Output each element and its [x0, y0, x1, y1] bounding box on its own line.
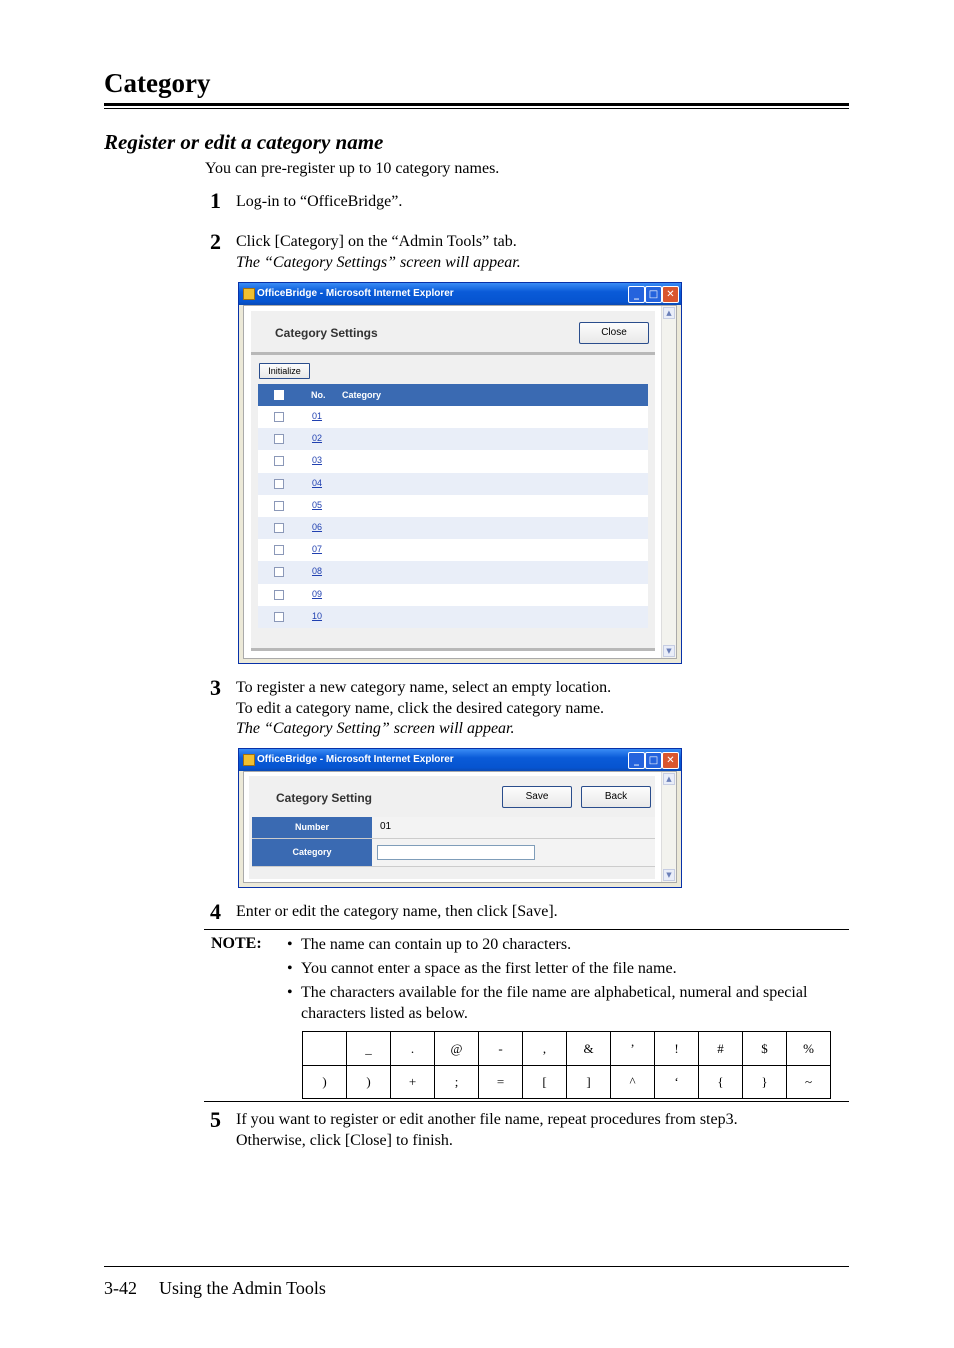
char-cell: .	[391, 1032, 435, 1066]
scroll-up-icon[interactable]: ▲	[663, 307, 675, 319]
row-checkbox[interactable]	[274, 412, 284, 422]
note-label: NOTE:	[211, 935, 262, 952]
footer-rule	[104, 1266, 849, 1267]
table-row	[258, 473, 648, 495]
settings-panel	[251, 311, 655, 651]
close-icon[interactable]: ✕	[662, 286, 679, 303]
char-cell: ’	[611, 1032, 655, 1066]
table-row	[258, 428, 648, 450]
note-bullet: • You cannot enter a space as the first letter of the file name.	[287, 959, 832, 980]
page-number: 3-42	[104, 1278, 137, 1298]
step-3-line: To register a new category name, select an empty location.	[236, 679, 612, 696]
table-row	[258, 406, 648, 428]
category-number-link[interactable]: 02	[312, 433, 323, 444]
step-2-line: Click [Category] on the “Admin Tools” tab.	[236, 233, 517, 250]
scroll-down-icon[interactable]: ▼	[663, 645, 675, 657]
category-row	[252, 839, 655, 867]
window-titlebar	[239, 283, 681, 305]
step-5-line: If you want to register or edit another file name, repeat procedures from step3.	[236, 1111, 738, 1128]
scroll-up-icon[interactable]: ▲	[663, 773, 675, 785]
char-cell: [	[523, 1066, 567, 1099]
minimize-icon[interactable]: _	[628, 286, 645, 303]
char-cell: {	[699, 1066, 743, 1099]
step-3-result: The “Category Setting” screen will appear.	[236, 720, 515, 737]
char-cell: )	[347, 1066, 391, 1099]
step-3-line: To edit a category name, click the desired category name.	[236, 699, 605, 717]
number-label: Number	[252, 817, 372, 838]
char-cell: }	[743, 1066, 787, 1099]
char-cell: )	[303, 1066, 347, 1099]
category-number-link[interactable]: 01	[312, 411, 323, 421]
row-checkbox[interactable]	[274, 567, 284, 577]
col-no-header: No.	[311, 390, 326, 400]
row-checkbox[interactable]	[274, 612, 284, 622]
number-row	[252, 817, 655, 839]
intro-text: You can pre-register up to 10 category names.	[205, 160, 500, 177]
row-checkbox[interactable]	[274, 545, 284, 555]
char-cell: =	[479, 1066, 523, 1099]
heading-rule	[104, 103, 849, 106]
note-bullet-text: The characters available for the file name are alphabetical, numeral and special characters listed as below.	[301, 984, 808, 1022]
note-bullet-text: You cannot enter a space as the first letter of the file name.	[301, 960, 677, 977]
step-number-5: 5	[210, 1107, 221, 1132]
category-number-link[interactable]: 10	[312, 610, 323, 621]
note-bottom-rule	[204, 1101, 849, 1102]
category-number-link[interactable]: 06	[312, 521, 323, 532]
table-row	[258, 450, 648, 472]
char-cell: ;	[435, 1066, 479, 1099]
chars-row-2	[303, 1066, 831, 1099]
step-2-text	[236, 232, 521, 273]
category-setting-window	[238, 748, 682, 888]
category-number-link[interactable]: 03	[312, 455, 323, 466]
browser-content	[243, 771, 677, 883]
category-table	[258, 384, 648, 628]
panel-bottom-rule	[251, 648, 655, 651]
char-cell: !	[655, 1032, 699, 1066]
window-title: OfficeBridge - Microsoft Internet Explorer	[257, 754, 454, 765]
category-number-link[interactable]: 07	[312, 544, 323, 555]
step-5-line: Otherwise, click [Close] to finish.	[236, 1131, 453, 1149]
step-5-text	[236, 1110, 738, 1151]
ie-icon	[243, 754, 255, 766]
maximize-icon[interactable]: □	[645, 752, 662, 769]
category-number-link[interactable]: 09	[312, 588, 323, 599]
minimize-icon[interactable]: _	[628, 752, 645, 769]
col-category-header: Category	[342, 390, 382, 400]
subsection-title: Register or edit a category name	[104, 130, 384, 154]
char-cell: -	[479, 1032, 523, 1066]
heading-rule-thin	[104, 108, 849, 109]
scroll-down-icon[interactable]: ▼	[663, 869, 675, 881]
table-row	[258, 539, 648, 561]
row-checkbox[interactable]	[274, 434, 284, 444]
panel-divider	[251, 352, 655, 355]
browser-content	[243, 305, 677, 659]
step-1-text	[236, 192, 402, 213]
step-number-4: 4	[210, 899, 221, 924]
char-cell: ~	[787, 1066, 831, 1099]
char-cell: ^	[611, 1066, 655, 1099]
vertical-scrollbar[interactable]	[661, 306, 676, 658]
special-characters-table	[302, 1031, 831, 1099]
number-value: 01	[380, 821, 392, 832]
step-4-line: Enter or edit the category name, then click [Save].	[236, 903, 558, 920]
maximize-icon[interactable]: □	[645, 286, 662, 303]
setting-panel	[249, 776, 655, 879]
char-cell: ‘	[655, 1066, 699, 1099]
category-number-link[interactable]: 05	[312, 499, 323, 510]
table-row	[258, 606, 648, 628]
page-footer	[104, 1278, 326, 1299]
note-bullet: • The name can contain up to 20 characters.	[287, 935, 832, 956]
footer-section: Using the Admin Tools	[159, 1278, 326, 1298]
panel-title: Category Settings	[275, 326, 378, 340]
char-cell: &	[567, 1032, 611, 1066]
row-checkbox[interactable]	[274, 523, 284, 533]
char-cell: _	[347, 1032, 391, 1066]
row-checkbox[interactable]	[274, 590, 284, 600]
note-bullet: • The characters available for the file name are alphabetical, numeral and special characters listed as below.	[287, 983, 832, 1024]
table-row	[258, 561, 648, 583]
step-number-1: 1	[210, 188, 221, 213]
table-row	[258, 495, 648, 517]
step-1-line: Log-in to “OfficeBridge”.	[236, 193, 403, 210]
char-cell: @	[435, 1032, 479, 1066]
step-4-text	[236, 902, 558, 923]
char-cell: ]	[567, 1066, 611, 1099]
table-row	[258, 517, 648, 539]
row-checkbox[interactable]	[274, 456, 284, 466]
category-settings-window	[238, 282, 682, 664]
char-cell: ,	[523, 1032, 567, 1066]
table-header	[258, 384, 648, 406]
category-number-link[interactable]: 04	[312, 477, 323, 488]
char-cell	[303, 1032, 347, 1066]
category-name-input[interactable]	[377, 845, 535, 860]
close-icon[interactable]: ✕	[662, 752, 679, 769]
category-number-link[interactable]: 08	[312, 566, 323, 577]
select-all-checkbox[interactable]	[274, 390, 284, 400]
note-bullet-text: The name can contain up to 20 characters.	[301, 936, 572, 953]
panel-title: Category Setting	[276, 791, 373, 805]
vertical-scrollbar[interactable]	[661, 772, 676, 882]
step-number-2: 2	[210, 229, 221, 254]
note-top-rule	[204, 929, 849, 930]
window-titlebar	[239, 749, 681, 771]
table-row	[258, 584, 648, 606]
initialize-button[interactable]: Initialize	[259, 363, 310, 379]
row-checkbox[interactable]	[274, 479, 284, 489]
row-checkbox[interactable]	[274, 501, 284, 511]
window-title: OfficeBridge - Microsoft Internet Explorer	[257, 288, 454, 299]
char-cell: +	[391, 1066, 435, 1099]
char-cell: #	[699, 1032, 743, 1066]
back-button[interactable]: Back	[581, 786, 651, 808]
category-label: Category	[252, 839, 372, 866]
step-2-result: The “Category Settings” screen will appear.	[236, 253, 521, 271]
chars-row-1	[303, 1032, 831, 1066]
setting-form	[252, 817, 655, 867]
save-button[interactable]: Save	[502, 786, 572, 808]
close-button[interactable]: Close	[579, 322, 649, 344]
step-3-text	[236, 678, 611, 740]
step-number-3: 3	[210, 675, 221, 700]
section-title: Category	[104, 68, 211, 98]
char-cell: $	[743, 1032, 787, 1066]
ie-icon	[243, 288, 255, 300]
char-cell: %	[787, 1032, 831, 1066]
